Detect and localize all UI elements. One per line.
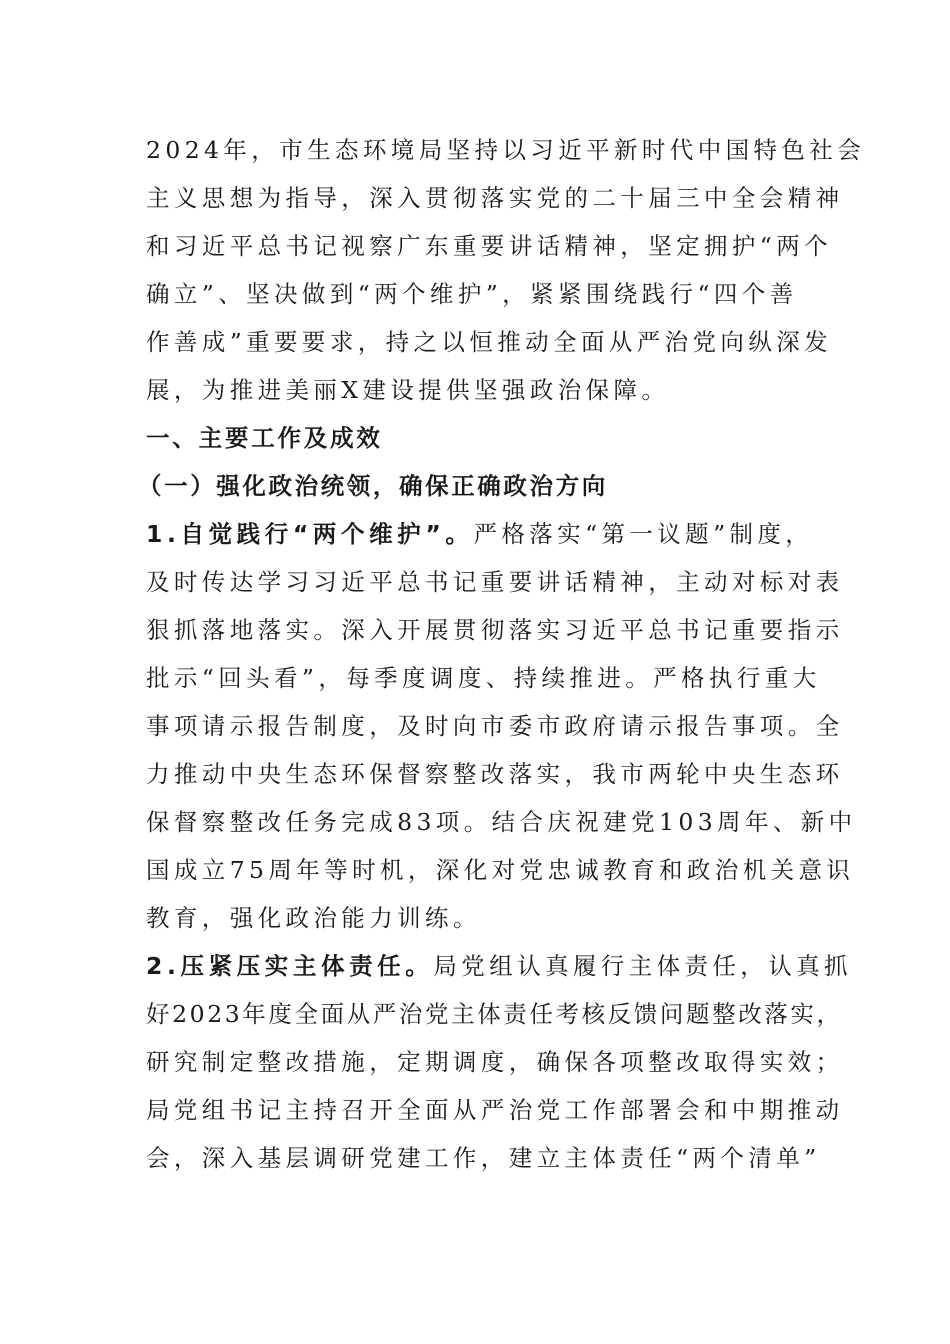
item1-line: 批示“回头看”，每季度调度、持续推进。严格执行重大	[146, 664, 821, 692]
intro-line-3: 和习近平总书记视察广东重要讲话精神，坚定拥护“两个	[146, 232, 833, 260]
item1-line: 保督察整改任务完成83项。结合庆祝建党103周年、新中	[146, 808, 857, 836]
intro-line-6: 展，为推进美丽X建设提供坚强政治保障。	[146, 376, 670, 404]
intro-line-5: 作善成”重要要求，持之以恒推动全面从严治党向纵深发	[146, 328, 833, 356]
item2-first-line-text: 局党组认真履行主体责任，认真抓	[433, 952, 852, 980]
item1-heading: 1.自觉践行“两个维护”。	[146, 520, 474, 548]
subsection-heading: （一）强化政治统领，确保正确政治方向	[138, 472, 608, 500]
intro-line-2: 主义思想为指导，深入贯彻落实党的二十届三中全会精神	[146, 184, 844, 212]
item2-line: 好2023年度全面从严治党主体责任考核反馈问题整改落实，	[146, 1000, 843, 1028]
item1-line: 教育，强化政治能力训练。	[146, 904, 481, 932]
intro-line-1: 2024年，市生态环境局坚持以习近平新时代中国特色社会	[146, 136, 866, 164]
item2-heading: 2.压紧压实主体责任。	[146, 952, 434, 980]
section-heading: 一、主要工作及成效	[146, 424, 383, 452]
item1-first-line	[146, 510, 826, 558]
item1-first-line-text: 严格落实“第一议题”制度，	[473, 520, 814, 548]
item1-line: 国成立75周年等时机，深化对党忠诚教育和政治机关意识	[146, 856, 855, 884]
document-body	[138, 126, 866, 1182]
item1-line: 及时传达学习习近平总书记重要讲话精神，主动对标对表	[146, 568, 844, 596]
item1-line: 事项请示报告制度，及时向市委市政府请示报告事项。全	[146, 712, 844, 740]
item1-line: 力推动中央生态环保督察整改落实，我市两轮中央生态环	[146, 760, 844, 788]
item2-line: 研究制定整改措施，定期调度，确保各项整改取得实效；	[146, 1048, 844, 1076]
item2-first-line	[146, 942, 852, 990]
item2-line: 局党组书记主持召开全面从严治党工作部署会和中期推动	[146, 1096, 844, 1124]
item2-line: 会，深入基层调研党建工作，建立主体责任“两个清单”	[146, 1144, 821, 1172]
intro-line-4: 确立”、坚决做到“两个维护”，紧紧围绕践行“四个善	[146, 280, 798, 308]
item1-line: 狠抓落地落实。深入开展贯彻落实习近平总书记重要指示	[146, 616, 844, 644]
